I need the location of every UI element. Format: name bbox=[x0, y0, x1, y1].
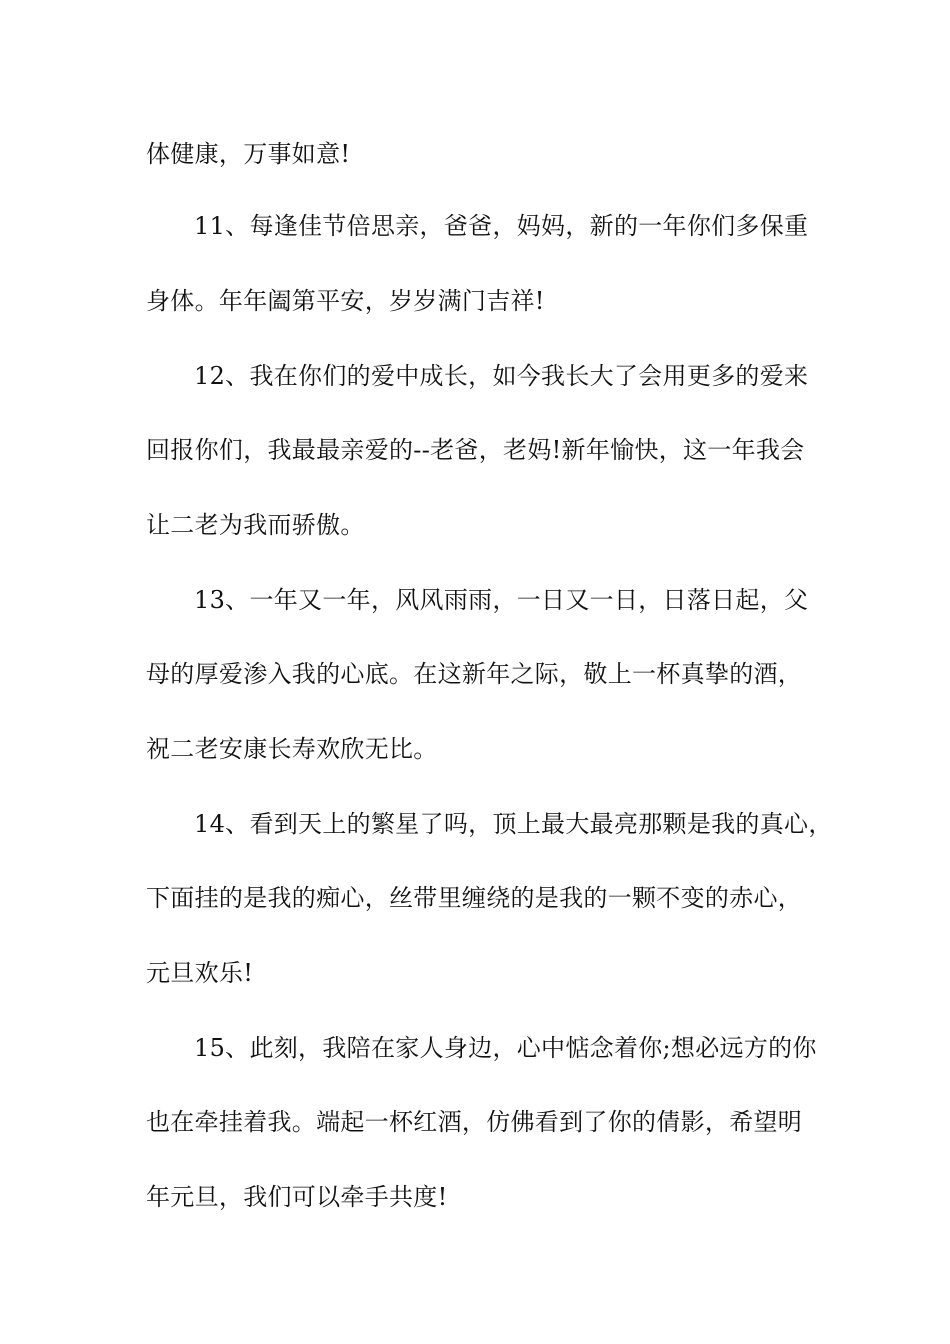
paragraph-first-line: 12、我在你们的爱中成长，如今我长大了会用更多的爱来 bbox=[194, 362, 809, 390]
text-line: 母的厚爱渗入我的心底。在这新年之际，敬上一杯真挚的酒， bbox=[146, 660, 803, 688]
text-line: 也在牵挂着我。端起一杯红酒，仿佛看到了你的倩影，希望明 bbox=[146, 1108, 803, 1136]
text-line: 年元旦，我们可以牵手共度! bbox=[146, 1183, 448, 1211]
paragraph-first-line: 14、看到天上的繁星了吗，顶上最大最亮那颗是我的真心， bbox=[194, 810, 833, 838]
text-line: 身体。年年阖第平安，岁岁满门吉祥! bbox=[146, 287, 545, 315]
text-line: 下面挂的是我的痴心，丝带里缠绕的是我的一颗不变的赤心， bbox=[146, 884, 803, 912]
paragraph-first-line: 13、一年又一年，风风雨雨，一日又一日，日落日起，父 bbox=[194, 586, 809, 614]
text-line: 回报你们，我最最亲爱的--老爸，老妈!新年愉快，这一年我会 bbox=[146, 436, 805, 464]
paragraph-first-line: 11、每逢佳节倍思亲，爸爸，妈妈，新的一年你们多保重 bbox=[194, 212, 809, 240]
text-line: 元旦欢乐! bbox=[146, 959, 254, 987]
text-line: 让二老为我而骄傲。 bbox=[146, 511, 365, 539]
paragraph-first-line: 15、此刻，我陪在家人身边，心中惦念着你;想必远方的你 bbox=[194, 1034, 817, 1062]
text-line: 体健康，万事如意! bbox=[146, 140, 351, 168]
text-line: 祝二老安康长寿欢欣无比。 bbox=[146, 735, 438, 763]
